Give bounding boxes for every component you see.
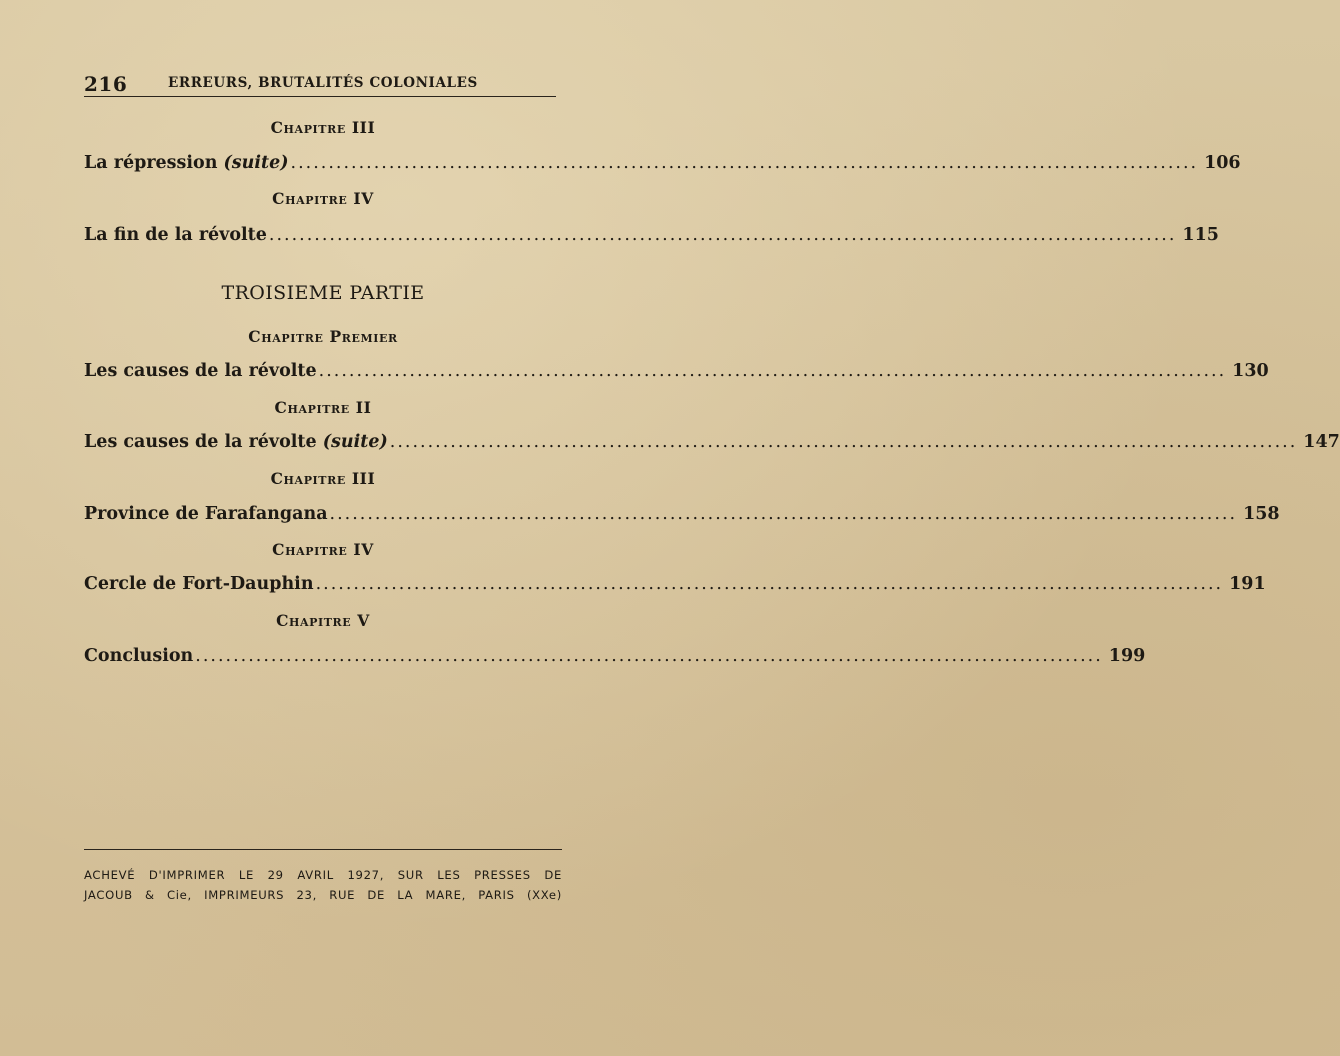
leader-dots: ........................................................................................................................ bbox=[195, 646, 1103, 666]
toc-page-number: 191 bbox=[1229, 574, 1266, 594]
chapter-heading: Chapitre Premier bbox=[248, 327, 398, 346]
toc-entry-italic: (suite) bbox=[223, 153, 289, 173]
toc-page-number: 199 bbox=[1108, 646, 1146, 666]
toc-entry-title: Province de Farafangana bbox=[84, 504, 328, 524]
chapter-heading: Chapitre IV bbox=[272, 189, 374, 208]
colophon-rule bbox=[84, 849, 562, 850]
leader-dots: ........................................................................................................................ bbox=[268, 225, 1177, 245]
leader-dots: ........................................................................................................................ bbox=[389, 432, 1298, 452]
toc-page-number: 115 bbox=[1182, 225, 1219, 245]
chapter-heading: Chapitre IV bbox=[272, 540, 374, 559]
toc-entry bbox=[84, 646, 1146, 670]
leader-dots: ........................................................................................................................ bbox=[315, 574, 1224, 594]
colophon bbox=[84, 865, 562, 905]
chapter-heading: Chapitre III bbox=[270, 469, 376, 488]
page-number: 216 bbox=[84, 72, 128, 96]
toc-page-number: 106 bbox=[1204, 153, 1241, 173]
running-title: ERREURS, BRUTALITÉS COLONIALES bbox=[168, 75, 478, 91]
leader-dots: ........................................................................................................................ bbox=[290, 153, 1199, 173]
toc-page-number: 158 bbox=[1243, 504, 1280, 524]
toc-entry-title: Les causes de la révolte (suite) bbox=[84, 432, 388, 452]
toc-entry bbox=[84, 153, 1241, 177]
chapter-heading: Chapitre V bbox=[276, 611, 370, 630]
toc-entry bbox=[84, 574, 1266, 598]
leader-dots: ........................................................................................................................ bbox=[318, 361, 1227, 381]
toc-entry bbox=[84, 432, 1340, 456]
leader-dots: ........................................................................................................................ bbox=[329, 504, 1238, 524]
toc-entry bbox=[84, 504, 1280, 528]
toc-entry bbox=[84, 225, 1219, 249]
toc-entry bbox=[84, 361, 1269, 385]
chapter-heading: Chapitre II bbox=[274, 398, 372, 417]
colophon-line: JACOUB & Cie, IMPRIMEURS 23, RUE DE LA MARE, PARIS (XXe) bbox=[84, 888, 562, 902]
colophon-line: ACHEVÉ D'IMPRIMER LE 29 AVRIL 1927, SUR LES PRESSES DE bbox=[84, 868, 562, 882]
toc-entry-title: Les causes de la révolte bbox=[84, 361, 317, 381]
toc-page-number: 130 bbox=[1232, 361, 1269, 381]
toc-entry-title: La fin de la révolte bbox=[84, 225, 267, 245]
toc-entry-title: La répression (suite) bbox=[84, 153, 289, 173]
part-heading: TROISIEME PARTIE bbox=[221, 282, 425, 304]
chapter-heading: Chapitre III bbox=[270, 118, 376, 137]
running-header bbox=[84, 70, 556, 97]
toc-page-number: 147 bbox=[1303, 432, 1340, 452]
toc-entry-italic: (suite) bbox=[322, 432, 388, 452]
toc-entry-title: Conclusion bbox=[84, 646, 194, 666]
toc-entry-title: Cercle de Fort-Dauphin bbox=[84, 574, 314, 594]
